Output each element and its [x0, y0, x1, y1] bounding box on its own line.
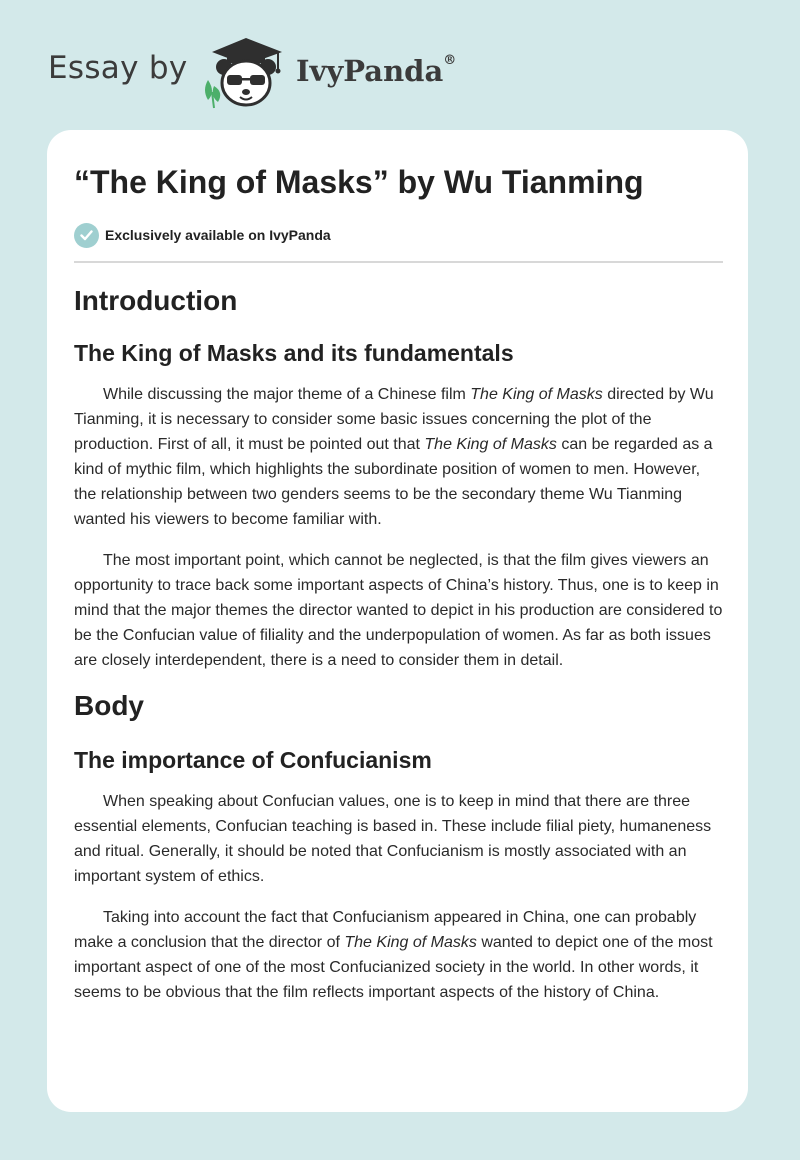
paragraph-3: When speaking about Confucian values, one is to keep in mind that there are three essential elements, Confucian teaching is based in. These include filial piety, humaneness and ritual. Generally, it should be noted that Confucianism is mostly associated with an important system of ethics. [74, 793, 712, 885]
essay-by-label: Essay by [48, 50, 188, 86]
section-heading-body: Body [74, 690, 144, 721]
panda-logo-icon[interactable] [200, 36, 292, 110]
essay-card [47, 130, 748, 1112]
badge-label: Exclusively available on IvyPanda [105, 227, 331, 243]
divider [74, 261, 723, 263]
page-title: “The King of Masks” by Wu Tianming [74, 164, 644, 200]
site-header [0, 0, 800, 130]
paragraph-1: While discussing the major theme of a Chinese film The King of Masks directed by Wu Tianming, it is necessary to consider some basic issues concerning the plot of the production. First of all, it must be pointed out that The King of Masks can be regarded as a kind of mythic film, which highlights the subordinate position of women to men. However, the relationship between two genders seems to be the secondary theme Wu Tianming wanted his viewers to become familiar with. [74, 386, 714, 528]
subheading-fundamentals: The King of Masks and its fundamentals [74, 340, 514, 366]
exclusive-badge [74, 222, 331, 248]
section-heading-introduction: Introduction [74, 285, 238, 316]
check-icon [74, 223, 99, 248]
ivypanda-wordmark[interactable]: IvyPanda® [296, 53, 457, 88]
subheading-confucianism: The importance of Confucianism [74, 747, 432, 773]
paragraph-2: The most important point, which cannot be neglected, is that the film gives viewers an opportunity to trace back some important aspects of China’s history. Thus, one is to keep in mind that the major themes the director wanted to depict in his production are considered to be the Confucian value of filiality and the underpopulation of women. As far as both issues are closely interdependent, there is a need to consider them in detail. [74, 552, 723, 669]
essay-body [74, 280, 724, 1005]
paragraph-4: Taking into account the fact that Confucianism appeared in China, one can probably make a conclusion that the director of The King of Masks wanted to depict one of the most important aspect of one of the most Confucianized society in the world. In other words, it seems to be obvious that the film reflects important aspects of the history of China. [74, 909, 713, 1001]
